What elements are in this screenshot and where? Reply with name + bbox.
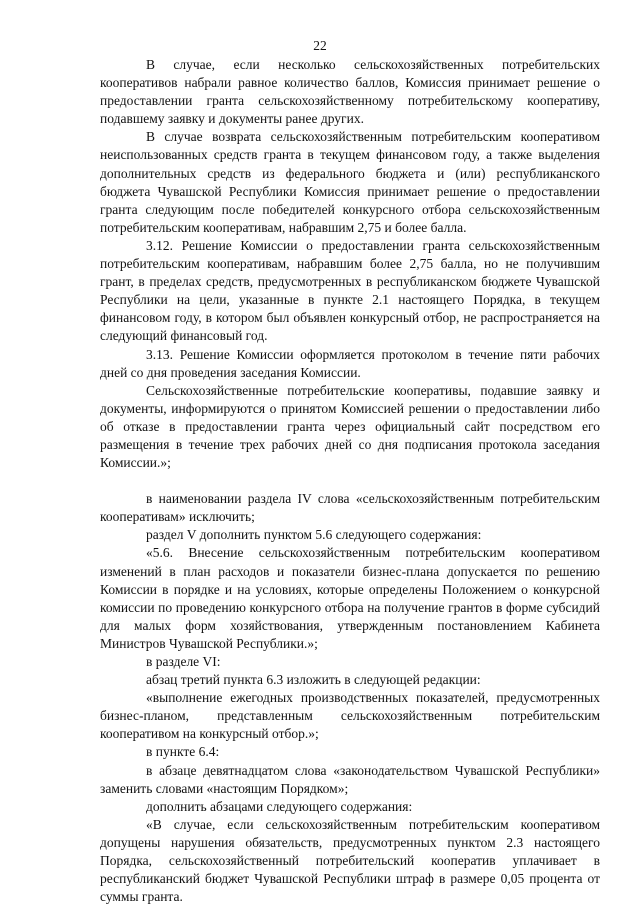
paragraph: дополнить абзацами следующего содержания: <box>146 798 413 814</box>
paragraph: раздел V дополнить пунктом 5.6 следующего содержания: <box>146 527 482 543</box>
paragraph: абзац третий пункта 6.3 изложить в следующей редакции: <box>146 672 481 688</box>
paragraph: 3.13. Решение Комиссии оформляется протоколом в течение пяти рабочих дней со дня проведения заседания Комиссии. <box>100 346 600 380</box>
paragraph: в абзаце девятнадцатом слова «законодательством Чувашской Республики» заменить словами «настоящим Порядком»; <box>100 762 600 796</box>
paragraph: Сельскохозяйственные потребительские кооперативы, подавшие заявку и документы, информируются о принятом Комиссией решении о предоставлении либо об отказе в предоставлении гранта через официальный сайт посредством его размещения в течение трех рабочих дней со дня подписания протокола заседания Комиссии.»; <box>100 382 600 471</box>
paragraph: «В случае, если сельскохозяйственным потребительским кооперативом допущены нарушения обязательств, предусмотренных пунктом 2.3 настоящего Порядка, сельскохозяйственный потребительский кооператив уплачивает в республиканский бюджет Чувашской Республики штраф в размере 0,05 процента от суммы гранта. <box>100 816 600 905</box>
paragraph: «выполнение ежегодных производственных показателей, предусмотренных бизнес-планом, представленным сельскохозяйственным потребительским кооперативом на конкурсный отбор.»; <box>100 690 600 742</box>
page-number: 22 <box>313 38 327 53</box>
paragraph: в разделе VI: <box>146 654 221 669</box>
paragraph: в наименовании раздела IV слова «сельскохозяйственным потребительским кооперативам» исключить; <box>100 491 600 525</box>
paragraph: в пункте 6.4: <box>146 744 220 760</box>
paragraph: В случае возврата сельскохозяйственным потребительским кооперативом неиспользованных средств гранта в текущем финансовом году, а также выделения дополнительных средств из федерального бюджета и (или) республиканского бюджета Чувашской Республики Комиссия принимает решение о предоставлении гранта следующим после победителей конкурсного отбора сельскохозяйственным потребительским кооперативам, набравшим 2,75 и более балла. <box>100 129 600 235</box>
document-body <box>100 56 600 906</box>
paragraph: «5.6. Внесение сельскохозяйственным потребительским кооперативом изменений в план расходов и показатели бизнес-плана допускается по решению Комиссии в порядке и на условиях, которые определены Положением о конкурсной комиссии по проведению конкурсного отбора на получение грантов в форме субсидий для малых форм хозяйствования, утвержденным постановлением Кабинета Министров Чувашской Республики.»; <box>100 545 600 651</box>
paragraph: В случае, если несколько сельскохозяйственных потребительских кооперативов набрали равное количество баллов, Комиссия принимает решение о предоставлении гранта сельскохозяйственному потребительскому кооперативу, подавшему заявку и документы ранее других. <box>100 57 600 127</box>
paragraph: 3.12. Решение Комиссии о предоставлении гранта сельскохозяйственным потребительским кооперативам, набравшим более 2,75 балла, но не получившим грант, в пределах средств, предусмотренных в республиканском бюджете Чувашской Республики на цели, указанные в пункте 2.1 настоящего Порядка, в текущем финансовом году, в котором был объявлен конкурсный отбор, не распространяется на следующий финансовый год. <box>100 237 600 344</box>
